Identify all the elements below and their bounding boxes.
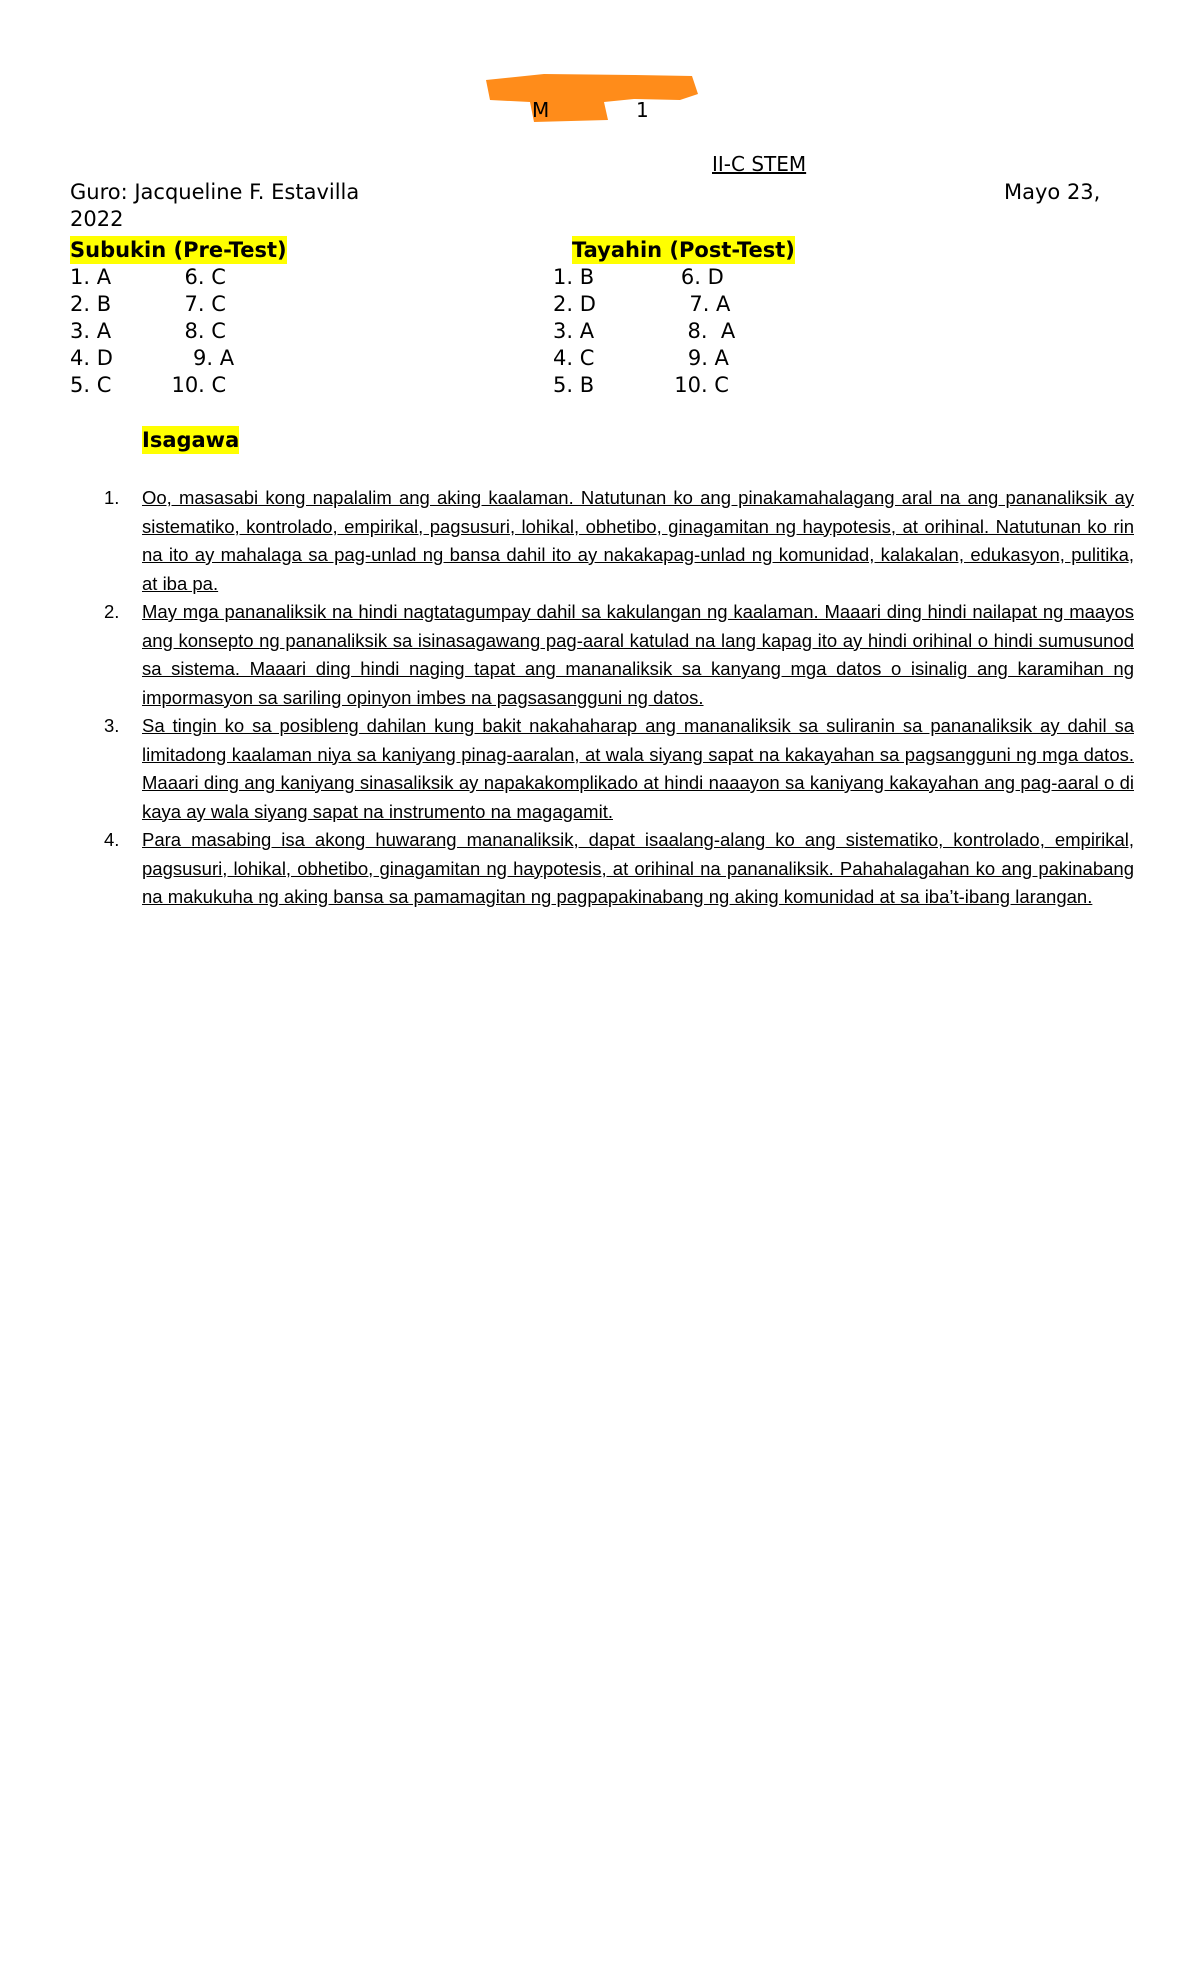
date-text: Mayo 23, xyxy=(1004,180,1101,204)
item-text: May mga pananaliksik na hindi nagtatagumpay dahil sa kakulangan ng kaalaman. Maaari ding hindi nailapat ng maayos ang konsepto ng pananaliksik sa isinasagawang pag-aaral katulad na lang kapag ito ay hindi orihinal o hindi sumusunod sa sistema. Maaari ding hindi naging tapat ang mananaliksik sa kanyang mga datos o isinalig ang karamihan ng impormasyon sa sariling opinyon imbes na pagsasangguni ng datos. xyxy=(142,601,1134,708)
item-text: Para masabing isa akong huwarang mananaliksik, dapat isaalang-alang ko ang sistematiko, kontrolado, empirikal, pagsusuri, lohikal, obhetibo, ginagamitan ng haypotesis, at orihinal na pananaliksik. Pahahalagahan ko ang pakinabang na makukuha ng aking bansa sa pamamagitan ng pagpapakinabang ng aking komunidad at sa iba’t-ibang larangan. xyxy=(142,829,1134,907)
title-fragment-right: 1 xyxy=(636,98,649,122)
post-test-row: 5. B 10. C xyxy=(553,373,729,397)
pre-test-row: 5. C 10. C xyxy=(70,373,227,397)
item-number: 1. xyxy=(104,487,120,508)
isagawa-heading: Isagawa xyxy=(142,428,240,452)
list-item xyxy=(100,484,1134,598)
list-item xyxy=(100,712,1134,826)
isagawa-answer-list xyxy=(100,484,1134,912)
item-text: Oo, masasabi kong napalalim ang aking kaalaman. Natutunan ko ang pinakamahalagang aral na ang pananaliksik ay sistematiko, kontrolado, empirikal, pagsusuri, lohikal, obhetibo, ginagamitan ng haypotesis, at orihinal. Natutunan ko rin na ito ay mahalaga sa pag-unlad ng bansa dahil ito ay nakakapag-unlad ng komunidad, kalakalan, edukasyon, pulitika, at iba pa. xyxy=(142,487,1134,594)
pre-test-heading: Subukin (Pre-Test) xyxy=(70,238,287,262)
post-test-heading: Tayahin (Post-Test) xyxy=(572,238,795,262)
list-item xyxy=(100,598,1134,712)
pre-test-row: 3. A 8. C xyxy=(70,319,226,343)
post-test-row: 4. C 9. A xyxy=(553,346,729,370)
item-text: Sa tingin ko sa posibleng dahilan kung bakit nakahaharap ang mananaliksik sa suliranin sa pananaliksik ay dahil sa limitadong kaalaman niya sa kaniyang pinag-aaralan, at wala siyang sapat na kakayahan sa pagsangguni ng mga datos. Maaari ding ang kaniyang sinasaliksik ay napakakomplikado at hindi naaayon sa kaniyang kakayahan ang pag-aaral o di kaya ay wala siyang sapat na instrumento na magagamit. xyxy=(142,715,1134,822)
year-text: 2022 xyxy=(70,207,124,231)
redaction-mark xyxy=(484,72,700,124)
list-item xyxy=(100,826,1134,912)
pre-test-row: 1. A 6. C xyxy=(70,265,226,289)
post-test-row: 3. A 8. A xyxy=(553,319,736,343)
item-number: 2. xyxy=(104,601,120,622)
pre-test-row: 2. B 7. C xyxy=(70,292,226,316)
section-label: II-C STEM xyxy=(712,152,807,176)
teacher-name: Guro: Jacqueline F. Estavilla xyxy=(70,180,360,204)
pre-test-row: 4. D 9. A xyxy=(70,346,235,370)
item-number: 3. xyxy=(104,715,120,736)
title-fragment-left: M xyxy=(532,98,550,122)
post-test-row: 1. B 6. D xyxy=(553,265,724,289)
post-test-row: 2. D 7. A xyxy=(553,292,731,316)
item-number: 4. xyxy=(104,829,120,850)
